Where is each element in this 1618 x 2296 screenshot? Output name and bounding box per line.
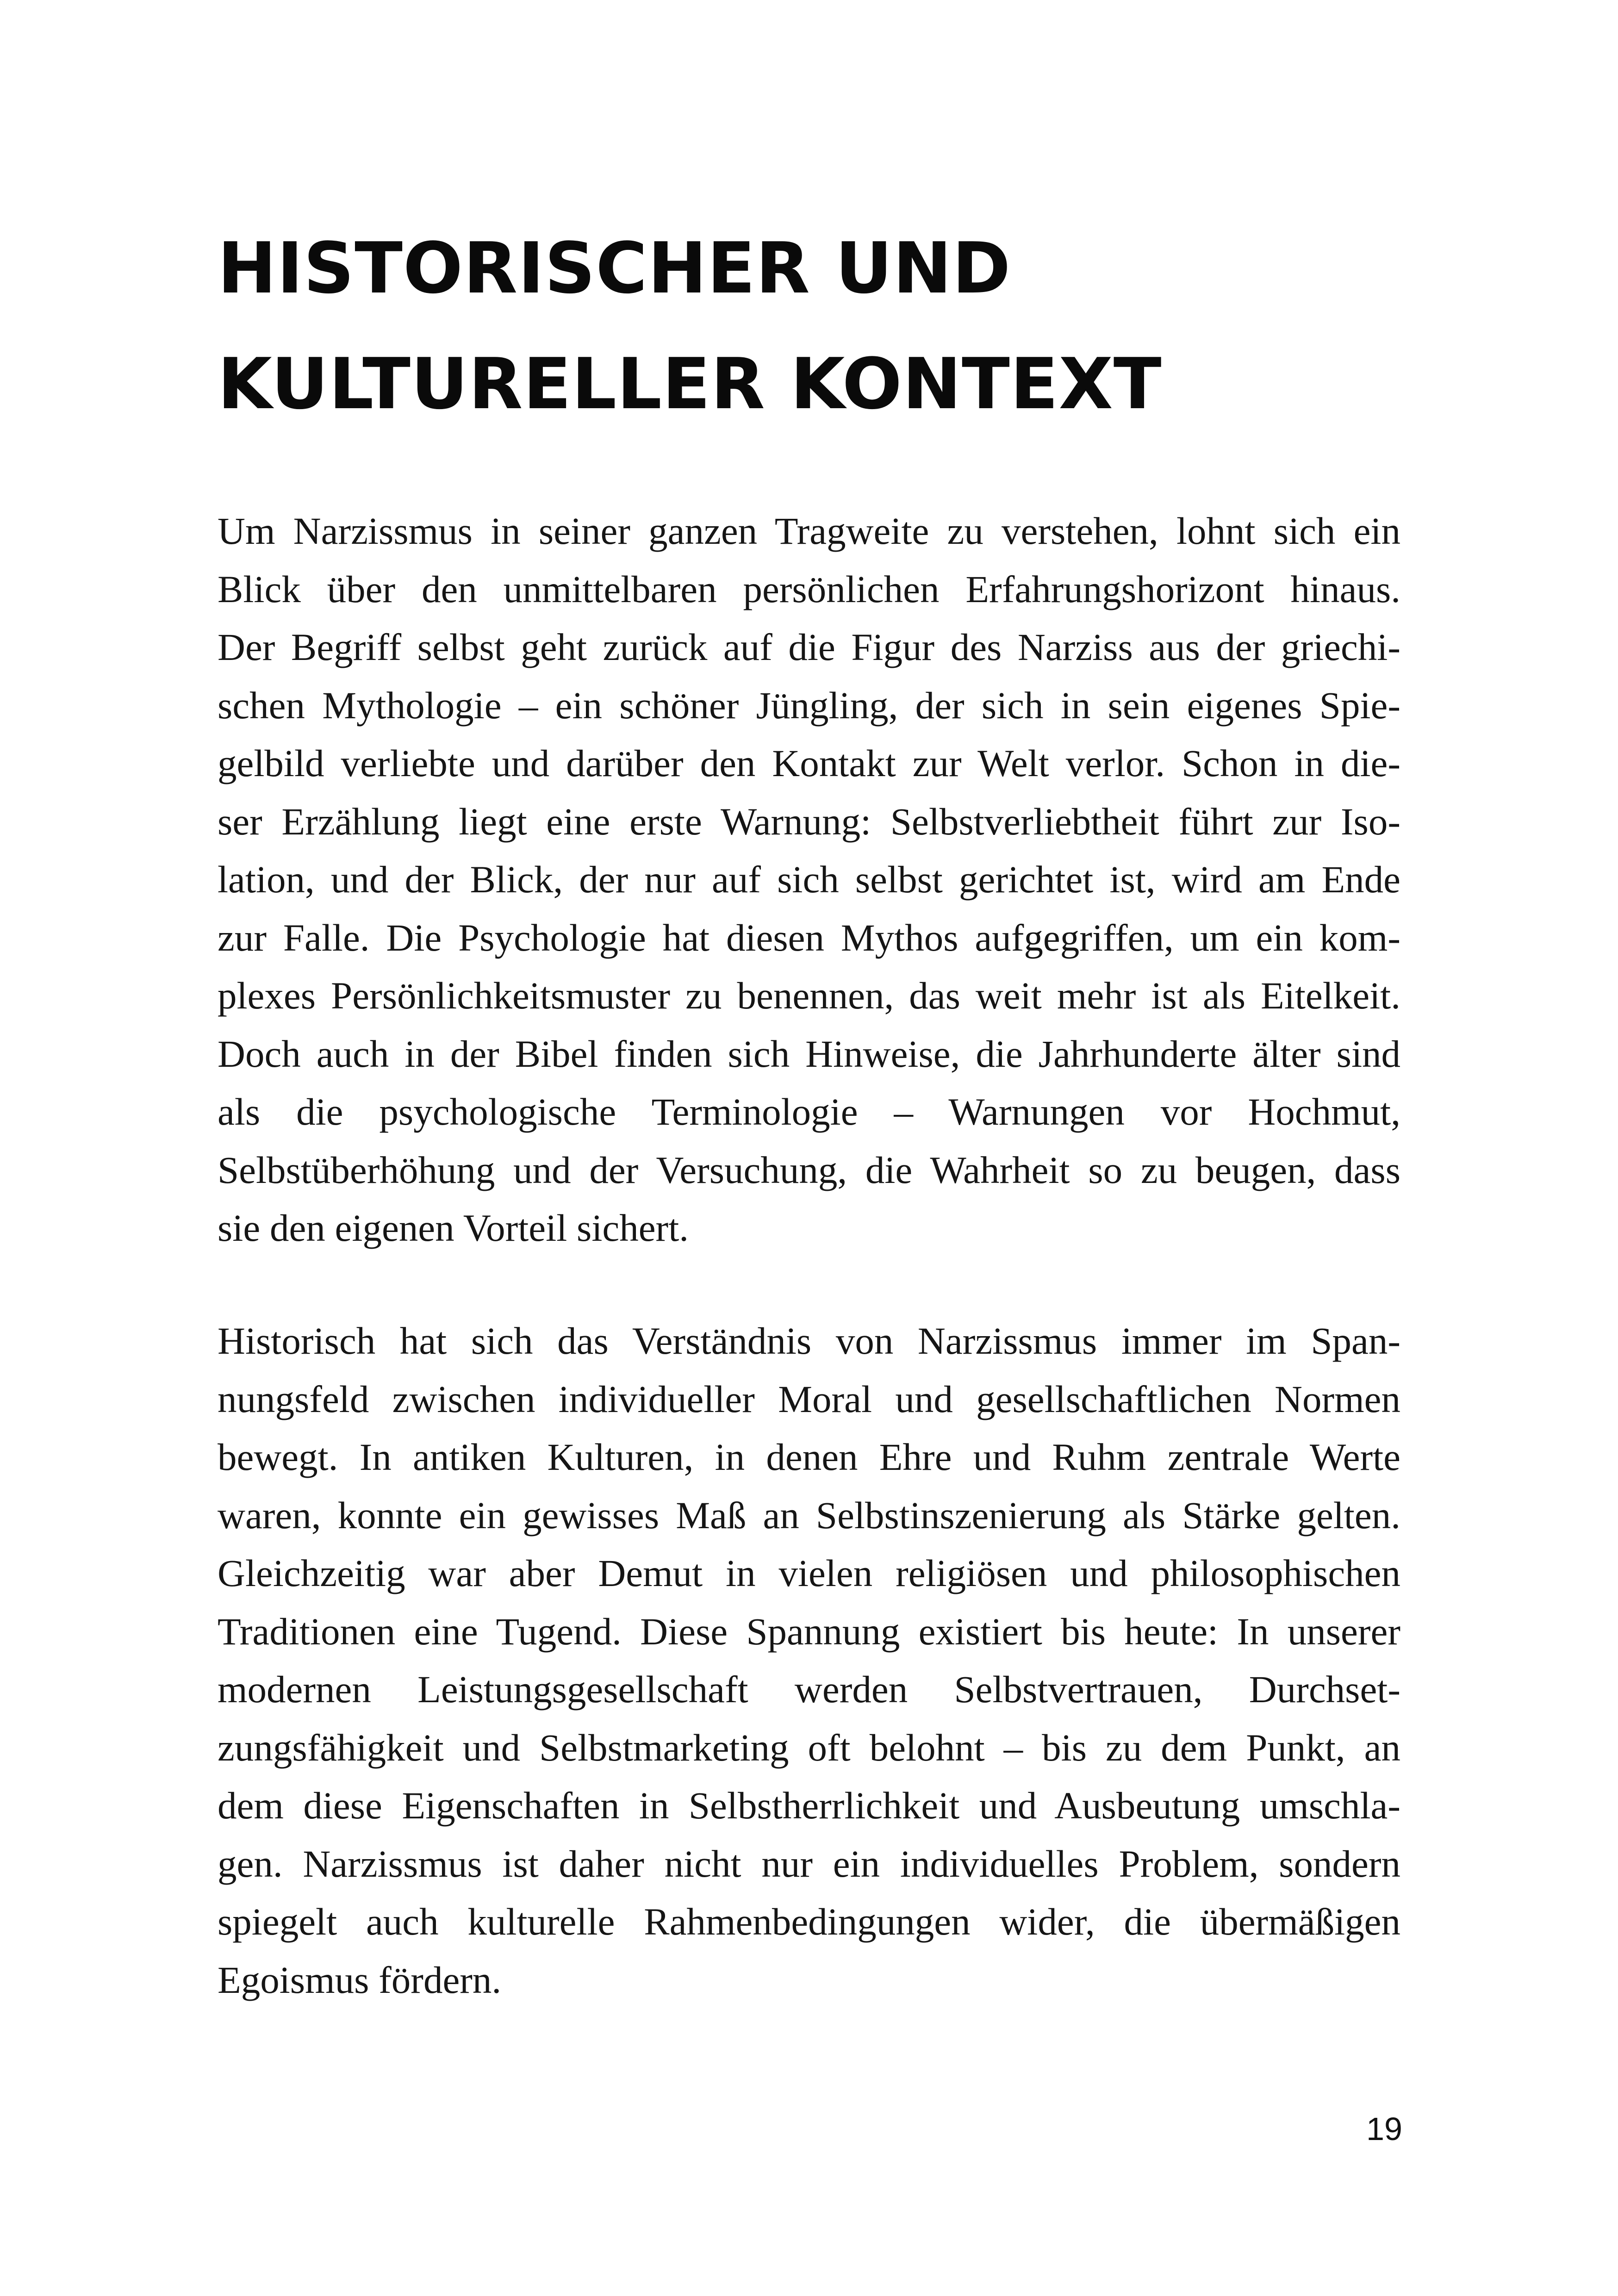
text-line: Traditionen eine Tugend. Diese Spannung existiert bis heute: In unserer — [218, 1610, 1400, 1653]
text-line: modernen Leistungsgesellschaft werden Selbstvertrauen, Durchset- — [218, 1668, 1400, 1711]
text-line: Um Narzissmus in seiner ganzen Tragweite zu verstehen, lohnt sich ein — [218, 510, 1400, 552]
body-paragraph — [218, 1312, 1400, 2009]
text-line: Gleichzeitig war aber Demut in vielen religiösen und philosophischen — [218, 1552, 1400, 1594]
page-number: 19 — [1366, 2111, 1402, 2147]
text-line: lation, und der Blick, der nur auf sich selbst gerichtet ist, wird am Ende — [218, 858, 1400, 901]
text-line: Egoismus fördern. — [218, 1958, 502, 2001]
chapter-heading-line: HISTORISCHER UND — [218, 227, 1011, 309]
text-line: waren, konnte ein gewisses Maß an Selbstinszenierung als Stärke gelten. — [218, 1493, 1400, 1537]
text-line: dem diese Eigenschaften in Selbstherrlichkeit und Ausbeutung umschla- — [218, 1784, 1400, 1827]
text-line: bewegt. In antiken Kulturen, in denen Ehre und Ruhm zentrale Werte — [218, 1436, 1400, 1478]
text-line: gelbild verliebte und darüber den Kontakt zur Welt verlor. Schon in die- — [218, 742, 1400, 784]
text-line: Der Begriff selbst geht zurück auf die Figur des Narziss aus der griechi- — [218, 626, 1400, 668]
text-line: sie den eigenen Vorteil sichert. — [218, 1207, 689, 1249]
text-line: gen. Narzissmus ist daher nicht nur ein individuelles Problem, sondern — [218, 1842, 1400, 1885]
text-line: als die psychologische Terminologie – Warnungen vor Hochmut, — [218, 1090, 1400, 1133]
text-line: Selbstüberhöhung und der Versuchung, die Wahrheit so zu beugen, dass — [218, 1148, 1400, 1191]
text-line: ser Erzählung liegt eine erste Warnung: Selbstverliebtheit führt zur Iso- — [218, 800, 1400, 843]
text-line: zungsfähigkeit und Selbstmarketing oft belohnt – bis zu dem Punkt, an — [218, 1726, 1400, 1769]
text-line: Historisch hat sich das Verständnis von Narzissmus immer im Span- — [218, 1319, 1400, 1362]
chapter-heading-line: KULTURELLER KONTEXT — [218, 343, 1162, 425]
text-line: zur Falle. Die Psychologie hat diesen Mythos aufgegriffen, um ein kom- — [218, 916, 1400, 959]
body-paragraph — [218, 502, 1400, 1257]
text-line: Blick über den unmittelbaren persönlichen Erfahrungshorizont hinaus. — [218, 567, 1400, 610]
text-line: Doch auch in der Bibel finden sich Hinweise, die Jahrhunderte älter sind — [218, 1032, 1400, 1075]
chapter-heading — [218, 211, 1402, 442]
text-line: plexes Persönlichkeitsmuster zu benennen, das weit mehr ist als Eitelkeit. — [218, 974, 1400, 1017]
text-line: nungsfeld zwischen individueller Moral und gesellschaftlichen Normen — [218, 1377, 1400, 1420]
text-line: schen Mythologie – ein schöner Jüngling, der sich in sein eigenes Spie- — [218, 684, 1400, 727]
text-line: spiegelt auch kulturelle Rahmenbedingungen wider, die übermäßigen — [218, 1900, 1400, 1943]
